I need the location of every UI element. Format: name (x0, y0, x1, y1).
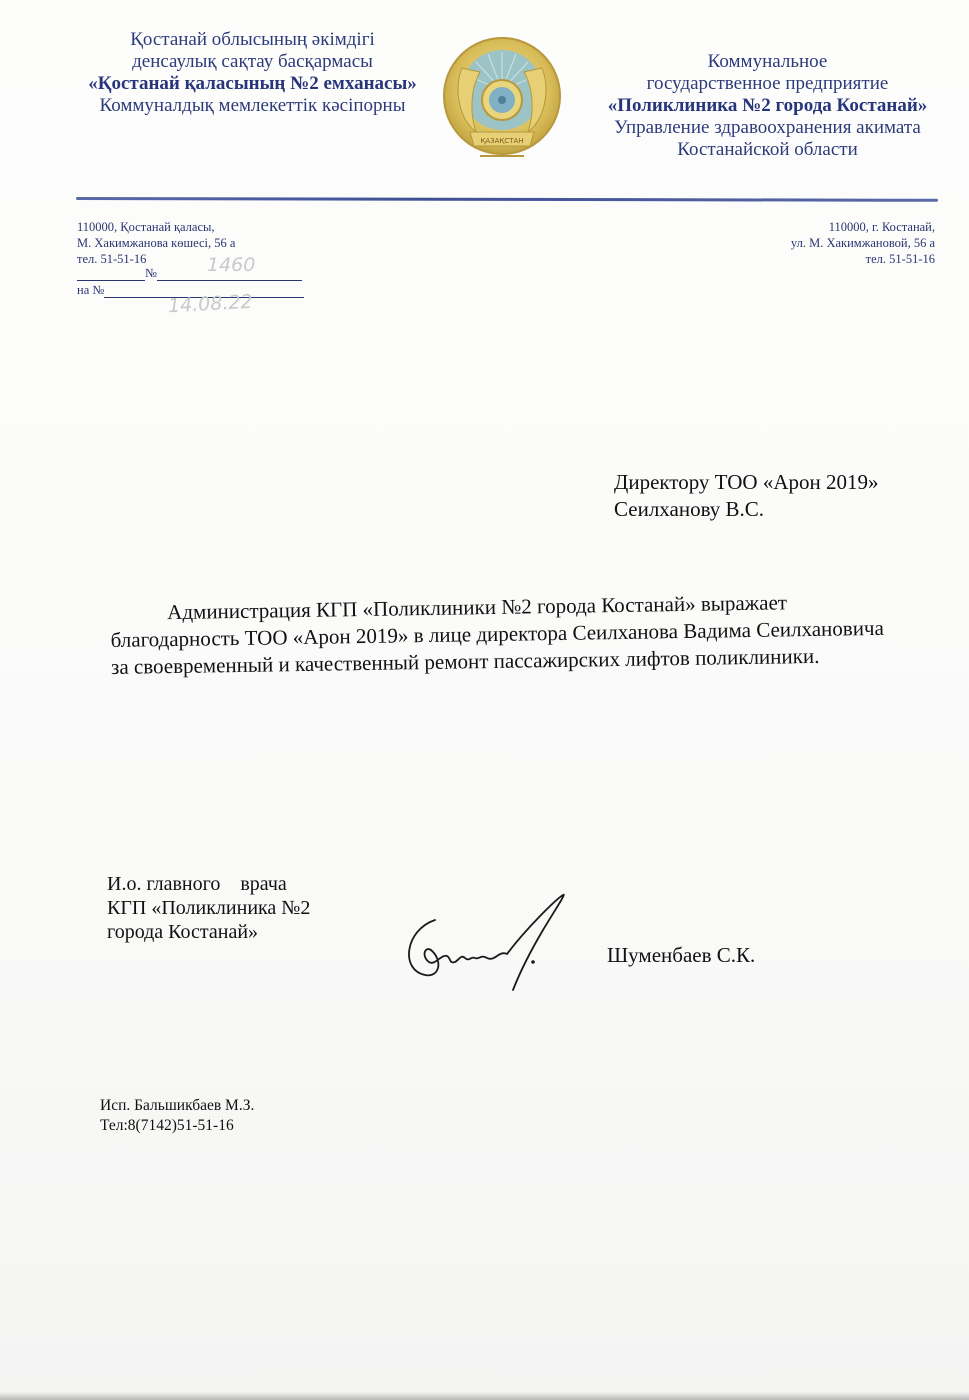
kazakhstan-emblem-icon (440, 28, 564, 170)
position-line2: КГП «Поликлиника №2 (107, 897, 311, 919)
executor-name: Исп. Бальшикбаев М.З. (100, 1097, 255, 1114)
addressee-line2: Сеилханову В.С. (614, 497, 765, 521)
letterhead-ru-line5: Костанайской области (677, 139, 858, 160)
letterhead-kz-org-name: «Қостанай қаласының №2 емханасы» (88, 73, 417, 94)
addressee (614, 469, 878, 523)
letterhead-kazakh (70, 29, 435, 117)
handwritten-date: 14.08.22 (167, 290, 254, 318)
letterhead-ru-line1: Коммунальное (707, 51, 828, 72)
addressee-line1: Директору ТОО «Арон 2019» (614, 470, 879, 494)
letterhead-kz-line2: денсаулық сақтау басқармасы (132, 51, 373, 72)
position-line3: города Костанай» (107, 921, 259, 943)
address-russian (791, 219, 935, 267)
letterhead-ru-line4: Управление здравоохранения акимата (614, 117, 921, 138)
body-paragraph: Администрация КГП «Поликлиники №2 города Костанай» выражает благодарность ТОО «Арон 2019» в лице директора Сеилханова Вадима Сеилхановича за своевременный и качественный ремонт пассажирских лифтов поликлиники. (110, 590, 885, 679)
outgoing-number-line (77, 266, 302, 281)
address-ru-line1: 110000, г. Костанай, (828, 220, 935, 234)
handwritten-signature (395, 890, 585, 1000)
page-bottom-edge (0, 1392, 969, 1400)
letterhead-russian (585, 51, 950, 161)
address-kz-line1: 110000, Қостанай қаласы, (77, 220, 215, 234)
signatory-position (107, 872, 310, 944)
address-kz-phone: тел. 51-51-16 (77, 252, 147, 266)
letter-body (110, 588, 891, 681)
handwritten-number: 1460 (207, 254, 256, 276)
letterhead-divider (76, 197, 938, 202)
letterhead-ru-line2: государственное предприятие (646, 73, 889, 94)
letterhead-kz-line4: Коммуналдық мемлекеттік кәсіпорны (99, 95, 406, 116)
executor-info (100, 1096, 254, 1136)
letterhead-ru-org-name: «Поликлиника №2 города Костанай» (607, 95, 928, 116)
position-line1: И.о. главного врача (107, 873, 287, 895)
reply-label: на № (77, 283, 105, 297)
address-ru-phone: тел. 51-51-16 (865, 252, 935, 266)
executor-phone: Тел:8(7142)51-51-16 (100, 1117, 234, 1134)
emblem-caption: ҚАЗАҚСТАН (480, 137, 524, 145)
signatory-name: Шуменбаев С.К. (607, 943, 756, 967)
number-label: № (145, 266, 157, 280)
letterhead-kz-line1: Қостанай облысының әкімдігі (130, 29, 375, 50)
address-ru-line2: ул. М. Хакимжановой, 56 а (790, 236, 935, 250)
address-kz-line2: М. Хакимжанова көшесі, 56 а (77, 236, 236, 250)
